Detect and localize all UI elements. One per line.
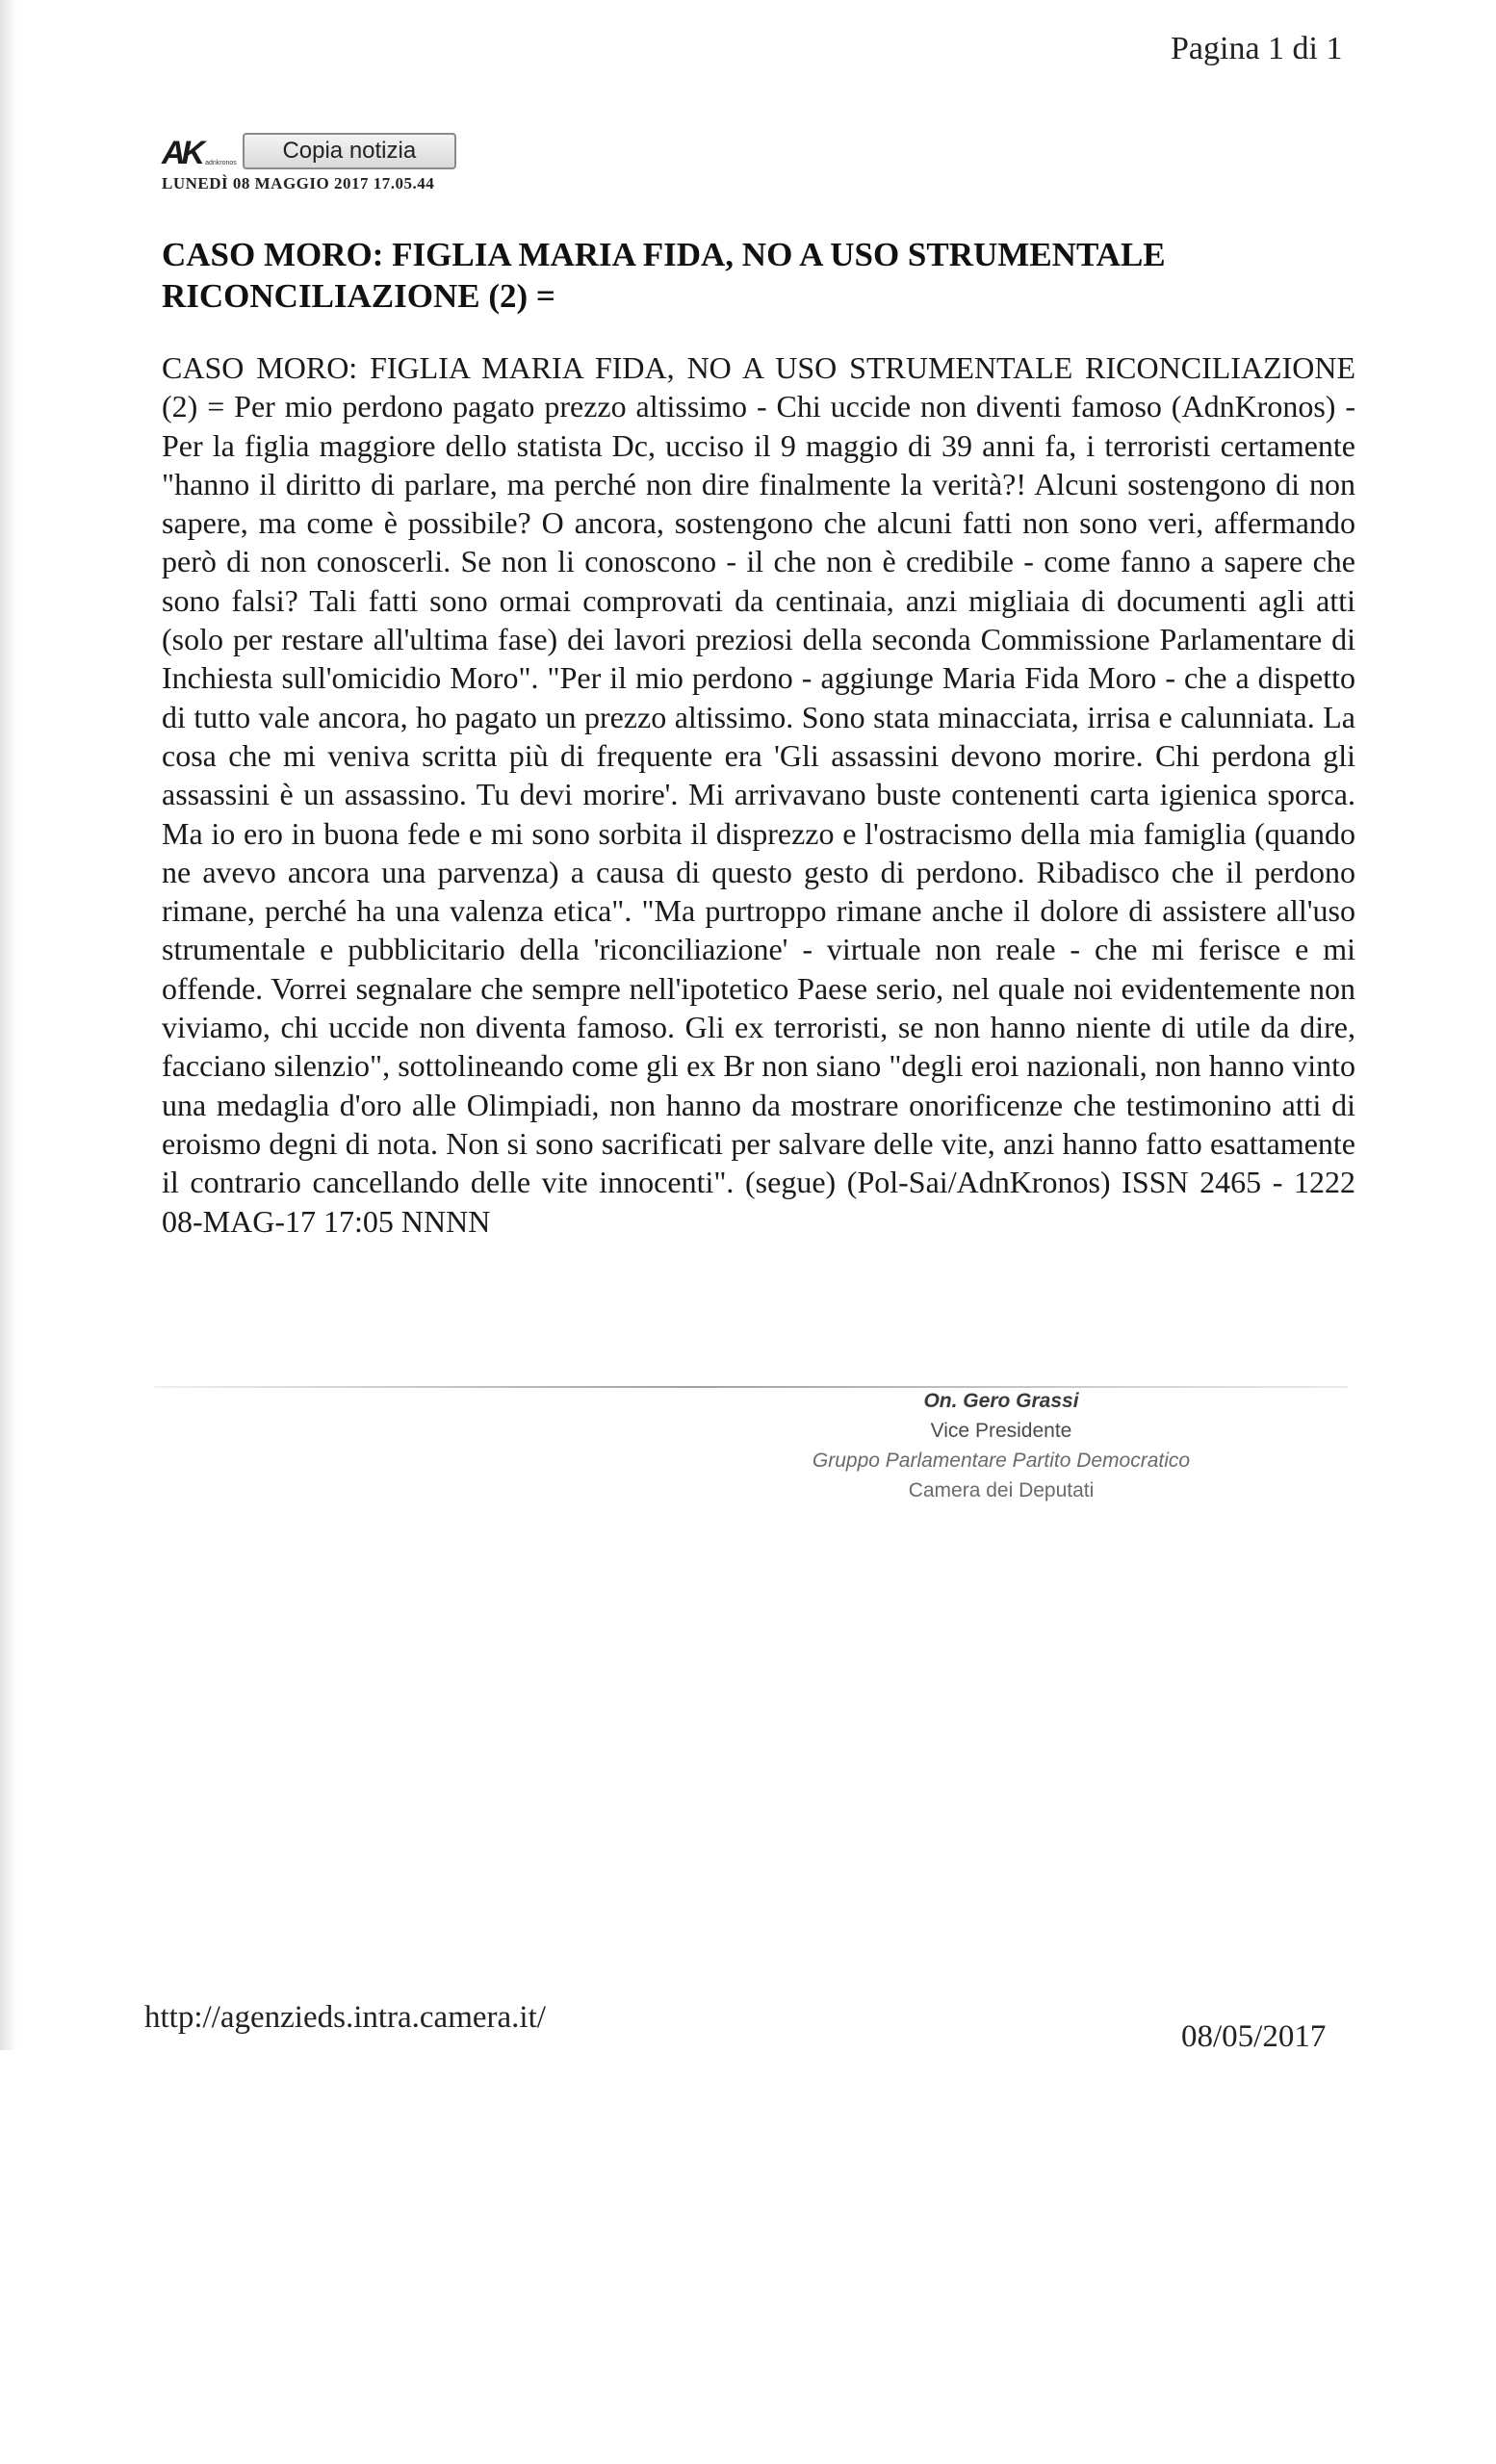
news-header <box>162 131 456 171</box>
page-counter: Pagina 1 di 1 <box>1171 31 1343 66</box>
stamp-role: Vice Presidente <box>930 1420 1072 1442</box>
footer-url: http://agenzieds.intra.camera.it/ <box>144 2000 546 2035</box>
publication-date: LUNEDÌ 08 MAGGIO 2017 17.05.44 <box>162 174 435 192</box>
footer-date: 08/05/2017 <box>1181 2019 1327 2054</box>
logo-wordmark: adnkronos <box>205 160 237 167</box>
adnkronos-logo <box>162 132 237 170</box>
stamp-name: On. Gero Grassi <box>923 1390 1079 1412</box>
stamp-group: Gruppo Parlamentare Partito Democratico <box>812 1450 1191 1472</box>
logo-mark: AK <box>162 135 202 171</box>
article-headline: CASO MORO: FIGLIA MARIA FIDA, NO A USO STRUMENTALE RICONCILIAZIONE (2) = <box>162 236 1166 315</box>
deputy-stamp <box>799 1386 1203 1505</box>
copy-news-button[interactable]: Copia notizia <box>243 133 456 169</box>
article-body: CASO MORO: FIGLIA MARIA FIDA, NO A USO STRUMENTALE RICONCILIAZIONE (2) = Per mio perdono pagato prezzo altissimo - Chi uccide non diventi famoso (AdnKronos) - Per la figlia maggiore dello statista Dc, ucciso il 9 maggio di 39 anni fa, i terroristi certamente "hanno il diritto di parlare, ma perché non dire finalmente la verità?! Alcuni sostengono di non sapere, ma come è possibile? O ancora, sostengono che alcuni fatti non sono veri, affermando però di non conoscerli. Se non li conoscono - il che non è credibile - come fanno a sapere che sono falsi? Tali fatti sono ormai comprovati da centinaia, anzi migliaia di documenti agli atti (solo per restare all'ultima fase) dei lavori preziosi della seconda Commissione Parlamentare di Inchiesta sull'omicidio Moro". "Per il mio perdono - aggiunge Maria Fida Moro - che a dispetto di tutto vale ancora, ho pagato un prezzo altissimo. Sono stata minacciata, irrisa e calunniata. La cosa che mi veniva scritta più di frequente era 'Gli assassini devono morire. Chi perdona gli assassini è un assassino. Tu devi morire'. Mi arrivavano buste contenenti carta igienica sporca. Ma io ero in buona fede e mi sono sorbita il disprezzo e l'ostracismo della mia famiglia (quando ne avevo ancora una parvenza) a causa di questo gesto di perdono. Ribadisco che il perdono rimane, perché ha una valenza etica". "Ma purtroppo rimane anche il dolore di assistere all'uso strumentale e pubblicitario della 'riconciliazione' - virtuale non reale - che mi ferisce e mi offende. Vorrei segnalare che sempre nell'ipotetico Paese serio, nel quale noi evidentemente non viviamo, chi uccide non diventa famoso. Gli ex terroristi, se non hanno niente di utile da dire, facciano silenzio", sottolineando come gli ex Br non siano "degli eroi nazionali, non hanno vinto una medaglia d'oro alle Olimpiadi, non hanno da mostrare onorificenze che testimonino atti di eroismo degni di nota. Non si sono sacrificati per salvare delle vite, anzi hanno fatto esattamente il contrario cancellando delle vite innocenti". (segue) (Pol-Sai/AdnKronos) ISSN 2465 - 1222 08-MAG-17 17:05 NNNN <box>162 350 1355 1239</box>
stamp-chamber: Camera dei Deputati <box>908 1479 1095 1502</box>
scan-edge-shadow <box>0 0 17 2050</box>
